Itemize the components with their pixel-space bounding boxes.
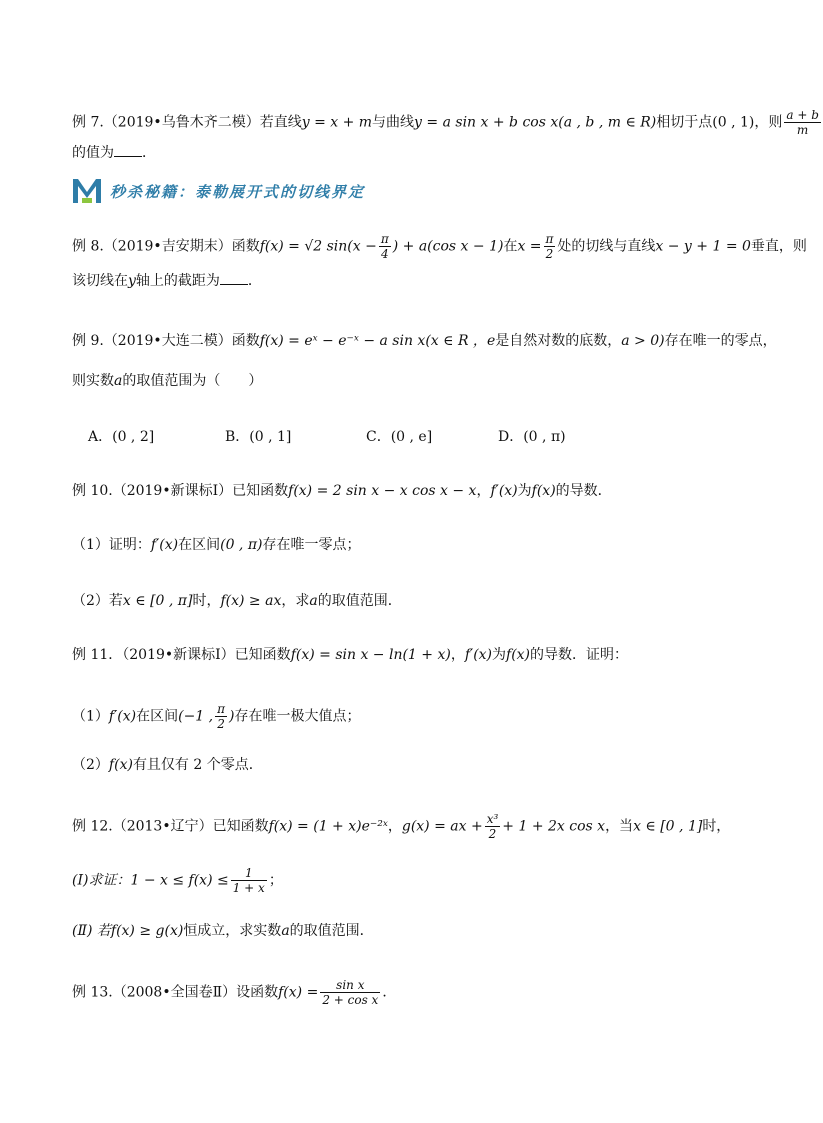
example-8-function: f(x) = √2 sin(x − xyxy=(259,238,377,255)
example-12-part-2: (Ⅱ) 若f(x) ≥ g(x)恒成立，求实数a的取值范围． xyxy=(72,923,374,939)
example-7-text-mid: 与曲线 xyxy=(372,114,415,131)
option-a[interactable]: A．(0 , 2] xyxy=(88,429,155,445)
example-13-fraction: $\frac{\text{sin x}}{\text{2 + cos x}}$ xyxy=(322,978,379,1007)
example-7-text-then: ，则 xyxy=(754,114,783,131)
example-10-part-1: （1）证明：f′(x)在区间(0 , π)存在唯一零点； xyxy=(72,537,361,553)
example-7-question: 的值为 xyxy=(72,145,114,161)
example-9-line-1: 例 9.（2019•大连二模）函数f(x) = eˣ − e⁻ˣ − a sin x(x ∈ R ，e是自然对数的底数，a > 0)存在唯一的零点， xyxy=(72,333,777,349)
m-logo-icon xyxy=(72,176,102,206)
example-7-line-2: 的值为 ． xyxy=(72,145,156,161)
example-12-text: 例 12.（2013•辽宁）已知函数 xyxy=(72,818,269,835)
section-title: 秒杀秘籍：泰勒展开式的切线界定 xyxy=(110,182,366,201)
example-10-part-2: （2）若x ∈ [0 , π]时，f(x) ≥ ax，求a的取值范围． xyxy=(72,593,402,609)
example-12-function-f: f(x) = (1 + x)e⁻²ˣ xyxy=(268,818,388,835)
example-7-text: 例 7.（2019•乌鲁木齐二模）若直线 xyxy=(72,114,302,131)
example-11-line-1: 例 11．（2019•新课标Ⅰ）已知函数f(x) = sin x − ln(1 + x)，f′(x)为f(x)的导数．证明： xyxy=(72,647,629,663)
example-13-function: f(x) = xyxy=(278,984,319,1001)
option-b[interactable]: B．(0 , 1] xyxy=(225,429,292,445)
example-7-text-after: 相切于点 xyxy=(656,114,713,131)
example-8-line-equation: x − y + 1 = 0 xyxy=(655,238,751,255)
example-11-part-2: （2）f(x)有且仅有 2 个零点． xyxy=(72,757,263,773)
example-12-part-1: (Ⅰ)求证：1 − x ≤ f(x) ≤ $\frac{1}{1 + x}$ ； xyxy=(72,866,283,895)
example-11-part-1: （1）f′(x)在区间(−1 , $\frac{\pi}{2}$ )存在唯一极大值点； xyxy=(72,702,361,731)
answer-blank xyxy=(220,272,248,285)
example-11-text: 例 11．（2019•新课标Ⅰ）已知函数 xyxy=(72,647,291,663)
example-11-fraction-pi-2: $\frac{\pi}{2}$ xyxy=(217,702,225,731)
example-11-function: f(x) = sin x − ln(1 + x) xyxy=(290,647,451,663)
example-7-fraction: $\frac{a + b}{m}$ xyxy=(786,108,819,137)
example-7-curve-equation: y = a sin x + b cos x(a , b , m ∈ R) xyxy=(414,114,657,131)
example-7-line-1 xyxy=(72,108,823,137)
section-header xyxy=(72,176,365,206)
example-9-line-2: 则实数a的取值范围为（ ） xyxy=(72,373,263,389)
example-8-line-2: 该切线在y轴上的截距为 ． xyxy=(72,273,262,289)
option-d[interactable]: D．(0 , π) xyxy=(498,429,566,445)
example-12-fraction-x3-2: $\frac{\text{x³}}{2}$ xyxy=(486,812,499,841)
example-12-function-g: g(x) = ax + xyxy=(401,818,483,835)
option-c[interactable]: C．(0 , e] xyxy=(366,429,433,445)
example-8-text: 例 8.（2019•吉安期末）函数 xyxy=(72,238,260,255)
example-7-point: (0 , 1) xyxy=(712,114,755,131)
example-9-function: f(x) = eˣ − e⁻ˣ − a sin x(x ∈ R ， xyxy=(259,333,487,349)
example-12-fraction-1-over-1px: $\frac{1}{1 + x}$ xyxy=(232,866,265,895)
example-10-line-1: 例 10.（2019•新课标Ⅰ）已知函数f(x) = 2 sin x − x cos x − x，f′(x)为f(x)的导数． xyxy=(72,483,612,499)
example-8-fraction-pi-2: $\frac{\pi}{2}$ xyxy=(545,232,554,261)
answer-blank xyxy=(114,144,142,157)
example-12-line-1: 例 12.（2013•辽宁）已知函数f(x) = (1 + x)e⁻²ˣ，g(x) = ax + $\frac{\text{x³}}{2}$ + 1 + 2x cos x，当x ∈ [0 , 1]时， xyxy=(72,812,731,841)
example-7-line-equation: y = x + m xyxy=(301,114,373,131)
example-8-line-1: 例 8.（2019•吉安期末）函数f(x) = √2 sin(x − $\frac{\pi}{4}$ ) + a(cos x − 1)在x = $\frac{\pi}{2}$ 处的切线与直线x − y + 1 = 0垂直，则 xyxy=(72,232,807,261)
example-10-text: 例 10.（2019•新课标Ⅰ）已知函数 xyxy=(72,483,289,499)
example-8-fraction-pi-4: $\frac{\pi}{4}$ xyxy=(380,232,389,261)
example-10-function: f(x) = 2 sin x − x cos x − x xyxy=(288,483,477,499)
example-13-text: 例 13.（2008•全国卷Ⅱ）设函数 xyxy=(72,984,279,1001)
example-9-text: 例 9.（2019•大连二模）函数 xyxy=(72,333,260,349)
example-13-line-1: 例 13.（2008•全国卷Ⅱ）设函数f(x) = $\frac{\text{sin x}}{\text{2 + cos x}}$ ． xyxy=(72,978,397,1007)
